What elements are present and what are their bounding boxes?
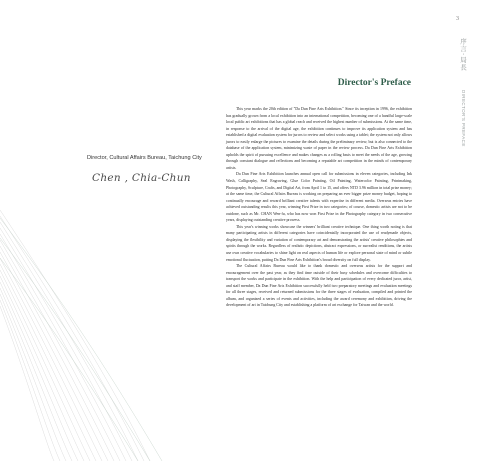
side-section-subtitle: DIRECTOR'S PREFACE (461, 90, 466, 147)
paragraph: This year's winning works showcase the winners' brilliant creative technique. One thing worth noting is that many participating artists in different categories have coincidentally incorporated the use of readymade objects, displaying the flexibility and variation of contemporary art and demonstrating the artists' creative philosophies and spirits through the works. Regardless of realistic depictions, abstract expressions, or surrealist renditions, the artists use own creative vocabularies to shine light on real aspects of human life or explore personal state of mind or subtle emotional fluctuation, putting Da Dun Fine Arts Exhibition's broad diversity on full display. (226, 223, 412, 262)
paragraph: Da Dun Fine Arts Exhibition launches annual open call for submissions in eleven categories, including Ink Wash, Calligraphy, Seal Engraving, Glue Color Painting, Oil Painting, Watercolor Painting, Printmaking, Photography, Sculpture, Crafts, and Digital Art, from April 1 to 15, and offers NTD 3.96 million in total prize money; at the same time, the Cultural Affairs Bureau is working on preparing an ever bigger prize money budget, hoping to continually encourage and reward brilliant creative talents with expertise in different media. Overseas entries have achieved outstanding results this year, winning First Prize in two categories; of course, domestic artists are not to be outdone, such as Mr. CHAN Wen-fu, who has now won First Prize in the Photography category in two consecutive years, displaying outstanding creative prowess. (226, 171, 412, 223)
paragraph: The Cultural Affairs Bureau would like to thank domestic and overseas artists for the support and encouragement over the past year, as they find time outside of their busy schedules and overcome difficulties to transport the works and participate in the exhibition. With the help and participation of every dedicated juror, artist, and staff member, Da Dun Fine Arts Exhibition successfully held two preparatory meetings and evaluation meetings for all three stages, received and returned submissions for the three stages of evaluation, compiled and printed the album, and organized a series of events and activities, including the award ceremony and exhibition, driving the development of art in Taichung City and establishing a platform of art exchange for Taiwan and the world. (226, 263, 412, 308)
page-number: 3 (456, 16, 459, 22)
author-role: Director, Cultural Affairs Bureau, Taichung City (87, 155, 202, 161)
page-title: Director's Preface (337, 78, 411, 88)
preface-body (226, 106, 412, 309)
side-section-title: 序言·局長 (459, 38, 467, 72)
author-signature: Chen , Chia-Chun (92, 172, 191, 184)
paragraph: This year marks the 20th edition of "Da Dun Fine Arts Exhibition." Since its inception in 1996, the exhibition has gradually grown from a local exhibition into an international competition, becoming one of a handful large-scale local public art exhibitions that has a global reach and received the highest number of submissions. At the same time, in response to the arrival of the digital age, the exhibition continues to improve its application system and has established a digital evaluation system for jurors to review and select works using a tablet; the system not only allows jurors to easily enlarge the pictures to examine the details during the preliminary review, but is also connected to the database of the application system, minimizing waste of paper in the review process. Da Dun Fine Arts Exhibition upholds the spirit of pursuing excellence and makes changes as a rolling basis to meet the needs of the age, growing through constant dialogue and reflections and becoming a reputable art competition in the minds of contemporary artists. (226, 106, 412, 170)
